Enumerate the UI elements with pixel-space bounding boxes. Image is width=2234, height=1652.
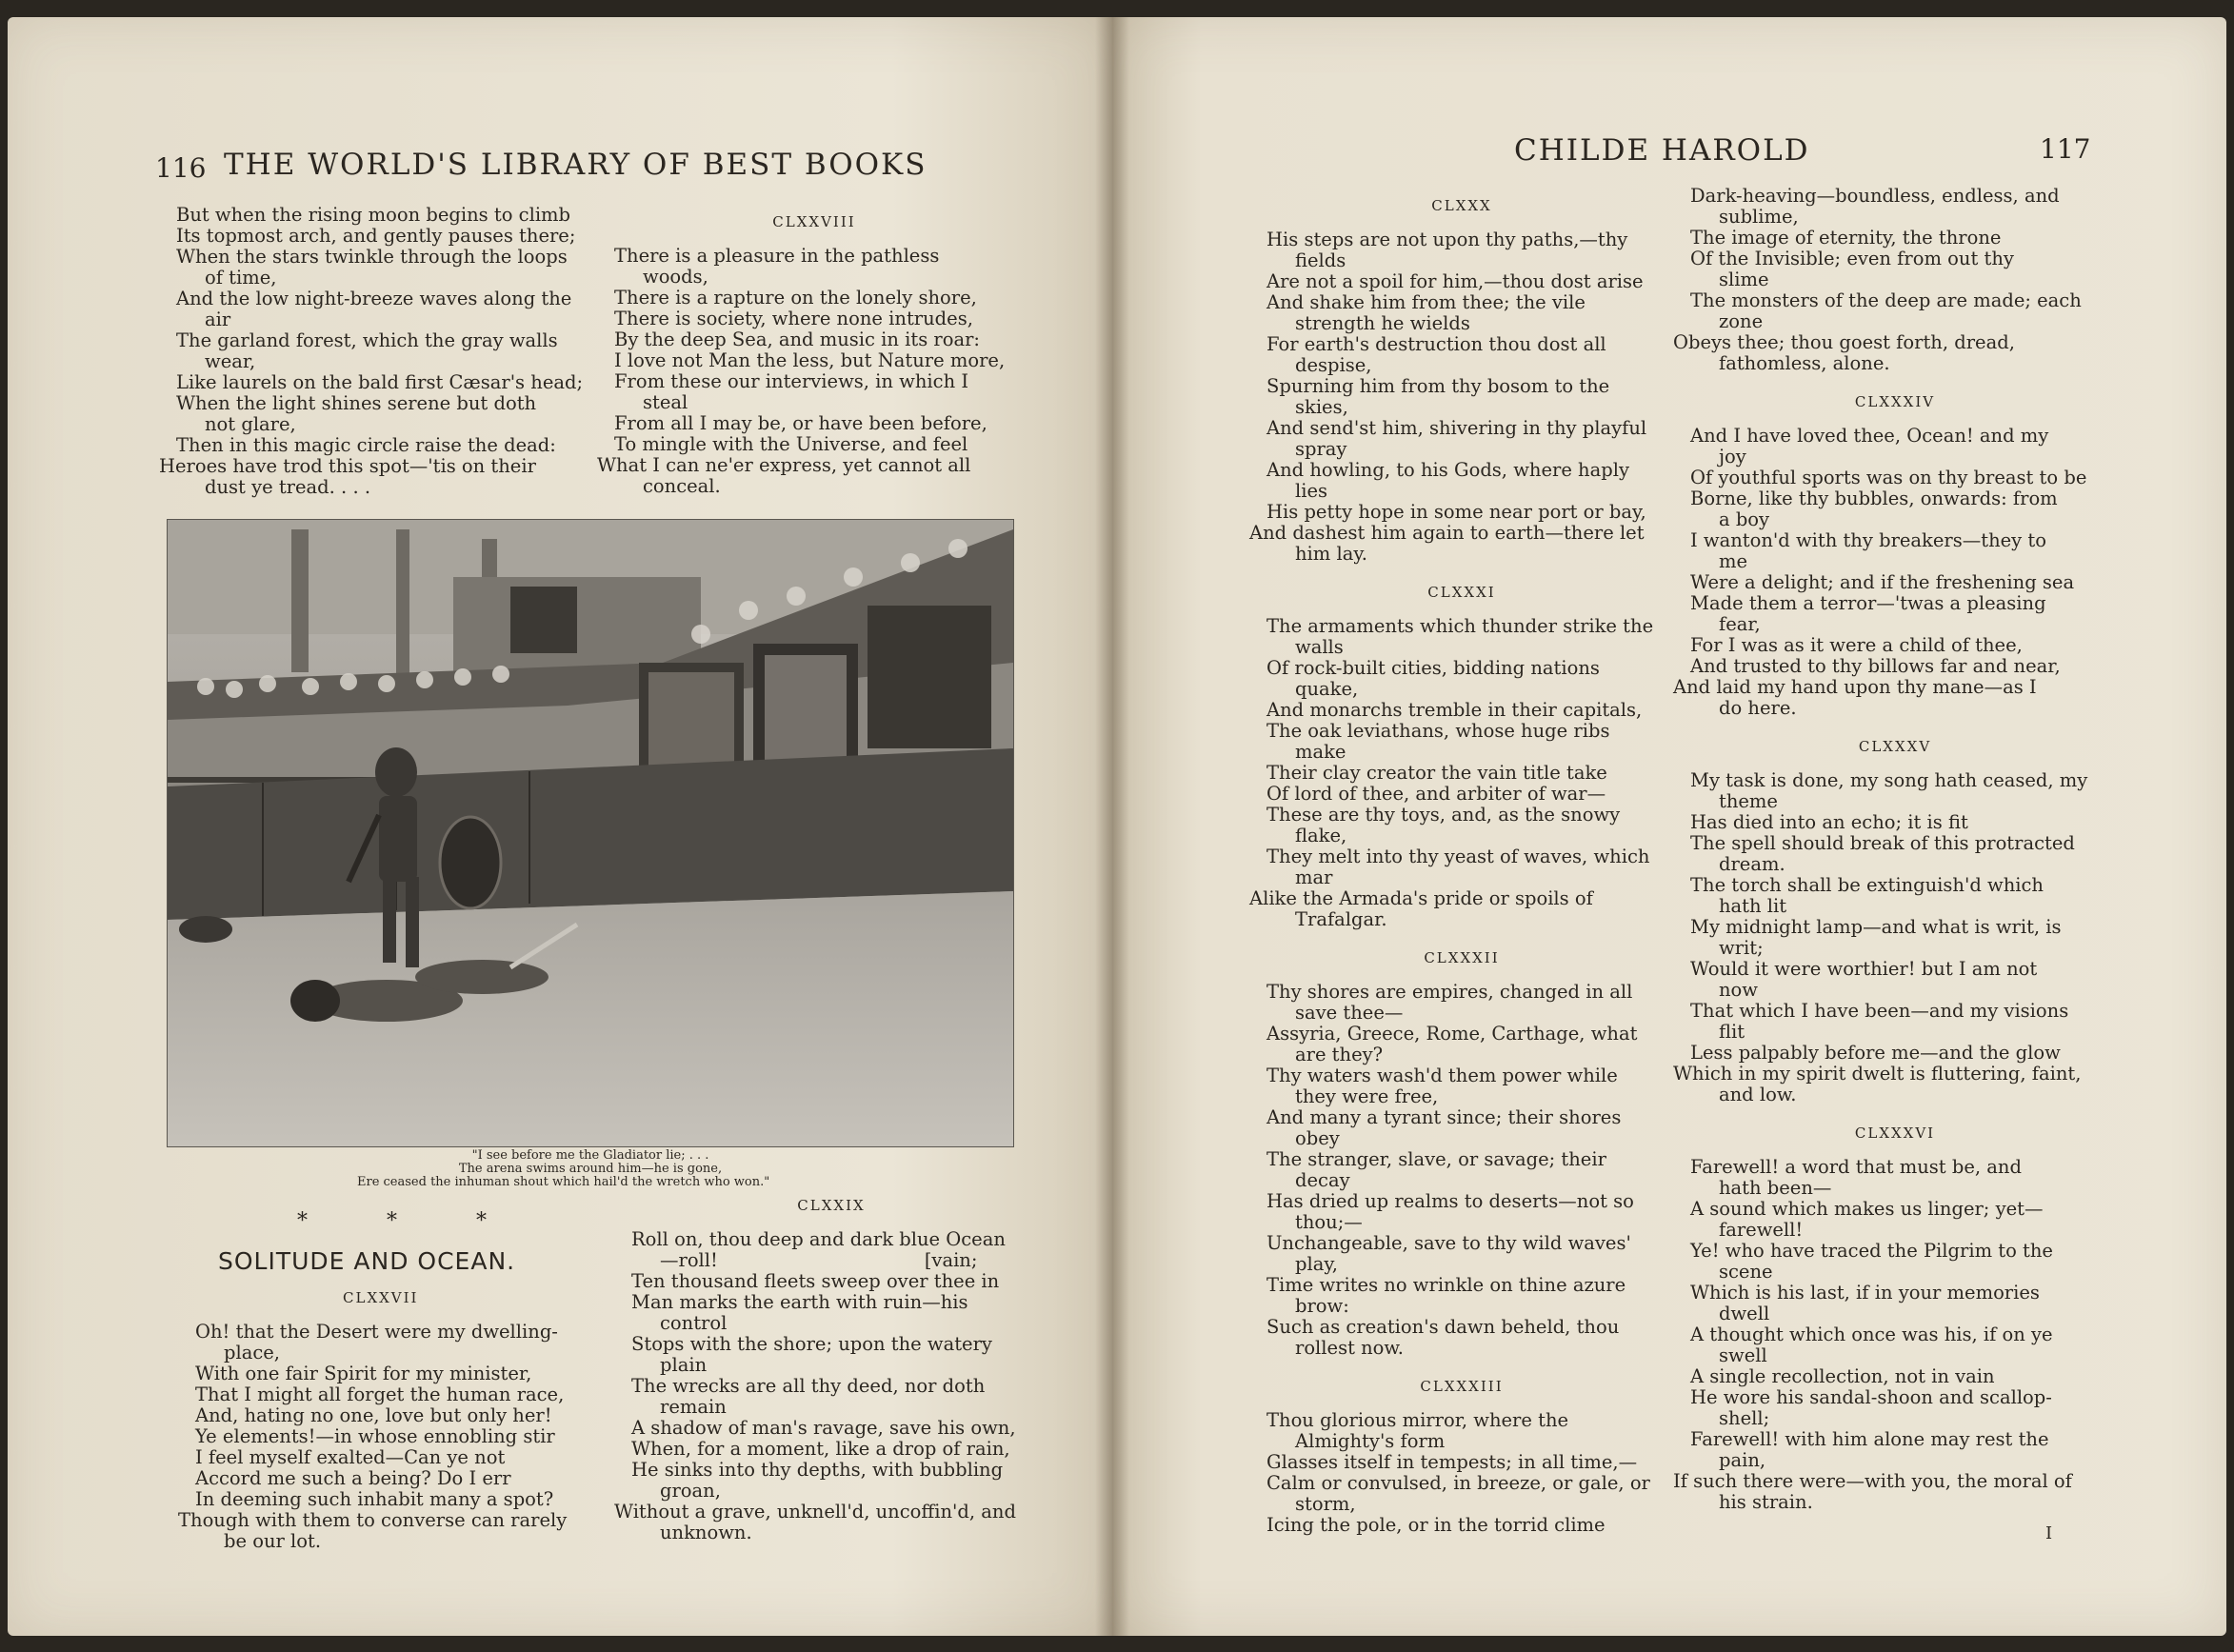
verse-line: I feel myself exalted—Can ye not bbox=[195, 1446, 506, 1468]
verse-line: Without a grave, unknell'd, uncoffin'd, and bbox=[614, 1501, 1016, 1523]
verse-line: He sinks into thy depths, with bubbling bbox=[631, 1459, 1004, 1481]
verse-line: And laid my hand upon thy mane—as I bbox=[1673, 676, 2037, 698]
verse-line: plain bbox=[660, 1354, 708, 1376]
verse-line: And the low night-breeze waves along the bbox=[176, 288, 572, 309]
verse-line: My task is done, my song hath ceased, my bbox=[1690, 769, 2088, 791]
verse-line: That which I have been—and my visions bbox=[1690, 1000, 2069, 1022]
verse-line: pain, bbox=[1719, 1449, 1766, 1471]
verse-line: place, bbox=[224, 1342, 281, 1363]
verse-line: Thou glorious mirror, where the bbox=[1267, 1409, 1569, 1431]
verse-line: sublime, bbox=[1719, 206, 1799, 228]
verse-line: Unchangeable, save to thy wild waves' bbox=[1267, 1232, 1631, 1254]
verse-line: Which is his last, if in your memories bbox=[1690, 1282, 2040, 1304]
verse-line: Are not a spoil for him,—thou dost arise bbox=[1267, 270, 1644, 292]
verse-line: Assyria, Greece, Rome, Carthage, what bbox=[1267, 1023, 1638, 1045]
verse-line: shell; bbox=[1719, 1407, 1770, 1429]
stanza-numeral: CLXXXVI bbox=[1854, 1125, 1936, 1142]
verse-line: There is a pleasure in the pathless bbox=[614, 245, 940, 267]
verse-line: Spurning him from thy bosom to the bbox=[1267, 375, 1610, 397]
verse-line: To mingle with the Universe, and feel bbox=[614, 433, 968, 455]
verse-line: The image of eternity, the throne bbox=[1690, 227, 2002, 249]
verse-line: —roll! [vain; bbox=[660, 1249, 978, 1271]
verse-line: and low. bbox=[1719, 1084, 1797, 1105]
verse-line: And monarchs tremble in their capitals, bbox=[1267, 699, 1643, 721]
verse-line: Trafalgar. bbox=[1295, 908, 1387, 930]
running-head-left: THE WORLD'S LIBRARY OF BEST BOOKS bbox=[224, 148, 928, 182]
verse-line: hath lit bbox=[1719, 895, 1787, 917]
verse-line: And I have loved thee, Ocean! and my bbox=[1690, 425, 2049, 447]
left-top-column-1 bbox=[159, 204, 584, 498]
stanza-numeral: CLXXXII bbox=[1424, 949, 1500, 966]
verse-line: me bbox=[1719, 550, 1748, 572]
verse-line: do here. bbox=[1719, 697, 1797, 719]
verse-line: mar bbox=[1295, 866, 1333, 888]
illustration-caption bbox=[333, 1149, 790, 1189]
verse-line: The oak leviathans, whose huge ribs bbox=[1267, 720, 1610, 742]
verse-line: In deeming such inhabit many a spot? bbox=[195, 1488, 554, 1510]
stanza-numeral: CLXXVIII bbox=[772, 213, 856, 230]
verse-line: Obeys thee; thou goest forth, dread, bbox=[1673, 331, 2015, 353]
verse-line: now bbox=[1719, 979, 1758, 1001]
verse-line: The torch shall be extinguish'd which bbox=[1690, 874, 2044, 896]
verse-line: decay bbox=[1295, 1169, 1350, 1191]
caption-line: "I see before me the Gladiator lie; . . . bbox=[471, 1148, 709, 1163]
verse-line: And many a tyrant since; their shores bbox=[1267, 1106, 1622, 1128]
signature-mark: I bbox=[2045, 1523, 2053, 1543]
verse-line: quake, bbox=[1295, 678, 1359, 700]
verse-line: I wanton'd with thy breakers—they to bbox=[1690, 529, 2046, 551]
stanza-numeral: CLXXXI bbox=[1427, 584, 1496, 601]
verse-line: swell bbox=[1719, 1344, 1767, 1366]
verse-line: despise, bbox=[1295, 354, 1372, 376]
verse-line: his strain. bbox=[1719, 1491, 1813, 1513]
verse-line: rollest now. bbox=[1295, 1337, 1404, 1359]
verse-line: He wore his sandal-shoon and scallop- bbox=[1690, 1386, 2052, 1408]
verse-line: Of youthful sports was on thy breast to be bbox=[1690, 467, 2087, 488]
verse-line: Of rock-built cities, bidding nations bbox=[1267, 657, 1600, 679]
verse-line: Were a delight; and if the freshening sea bbox=[1690, 571, 2075, 593]
verse-line: fathomless, alone. bbox=[1719, 352, 1890, 374]
verse-line: From these our interviews, in which I bbox=[614, 370, 969, 392]
stanza-clxxix bbox=[614, 1195, 1031, 1543]
verse-line: Glasses itself in tempests; in all time,— bbox=[1267, 1451, 1638, 1473]
verse-line: When the stars twinkle through the loops bbox=[176, 246, 568, 268]
verse-line: Farewell! with him alone may rest the bbox=[1690, 1428, 2049, 1450]
verse-line: a boy bbox=[1719, 508, 1770, 530]
verse-line: flake, bbox=[1295, 825, 1347, 846]
verse-line: Such as creation's dawn beheld, thou bbox=[1267, 1316, 1620, 1338]
verse-line: dwell bbox=[1719, 1303, 1770, 1324]
stanza-numeral: CLXXXIV bbox=[1854, 393, 1936, 410]
verse-line: Like laurels on the bald first Cæsar's head; bbox=[176, 371, 584, 393]
verse-line: And send'st him, shivering in thy playful bbox=[1267, 417, 1647, 439]
stanza-numeral: CLXXXIII bbox=[1420, 1378, 1504, 1395]
verse-line: Thy waters wash'd them power while bbox=[1267, 1065, 1618, 1086]
verse-line: him lay. bbox=[1295, 543, 1367, 565]
verse-line: Accord me such a being? Do I err bbox=[195, 1467, 511, 1489]
verse-line: The armaments which thunder strike the bbox=[1267, 615, 1654, 637]
verse-line: thou;— bbox=[1295, 1211, 1363, 1233]
stanza-clxxviii bbox=[597, 211, 1014, 497]
verse-line: Stops with the shore; upon the watery bbox=[631, 1333, 992, 1355]
verse-line: Would it were worthier! but I am not bbox=[1690, 958, 2038, 980]
verse-line: conceal. bbox=[643, 475, 721, 497]
verse-line: Of the Invisible; even from out thy bbox=[1690, 248, 2014, 269]
verse-line: Alike the Armada's pride or spoils of bbox=[1249, 887, 1593, 909]
stanza-numeral: CLXXIX bbox=[797, 1197, 866, 1214]
verse-line: When, for a moment, like a drop of rain, bbox=[631, 1438, 1010, 1460]
stanza-numeral: CLXXX bbox=[1431, 197, 1492, 214]
verse-line: Farewell! a word that must be, and bbox=[1690, 1156, 2022, 1178]
verse-line: With one fair Spirit for my minister, bbox=[195, 1363, 532, 1384]
verse-line: And shake him from thee; the vile bbox=[1267, 291, 1586, 313]
verse-line: I love not Man the less, but Nature more, bbox=[614, 349, 1006, 371]
verse-line: They melt into thy yeast of waves, which bbox=[1267, 846, 1650, 867]
verse-line: Almighty's form bbox=[1295, 1430, 1446, 1452]
verse-line: flit bbox=[1719, 1021, 1745, 1043]
verse-line: groan, bbox=[660, 1480, 721, 1502]
verse-line: The stranger, slave, or savage; their bbox=[1267, 1148, 1606, 1170]
caption-line: Ere ceased the inhuman shout which hail'd the wretch who won." bbox=[357, 1175, 770, 1189]
verse-line: A shadow of man's ravage, save his own, bbox=[631, 1417, 1016, 1439]
verse-line: And trusted to thy billows far and near, bbox=[1690, 655, 2061, 677]
verse-line: Less palpably before me—and the glow bbox=[1690, 1042, 2061, 1064]
page-number-left: 116 bbox=[155, 152, 207, 184]
verse-line: Calm or convulsed, in breeze, or gale, or bbox=[1267, 1472, 1650, 1494]
verse-line: joy bbox=[1719, 446, 1746, 468]
verse-line: Dark-heaving—boundless, endless, and bbox=[1690, 185, 2060, 207]
verse-line: of time, bbox=[205, 267, 277, 289]
verse-line: His steps are not upon thy paths,—thy bbox=[1267, 229, 1628, 250]
verse-line: His petty hope in some near port or bay, bbox=[1267, 501, 1646, 523]
running-head-right: CHILDE HAROLD bbox=[1514, 133, 1810, 168]
verse-line: play, bbox=[1295, 1253, 1338, 1275]
verse-line: brow: bbox=[1295, 1295, 1349, 1317]
verse-line: By the deep Sea, and music in its roar: bbox=[614, 328, 980, 350]
verse-line: zone bbox=[1719, 310, 1764, 332]
verse-line: be our lot. bbox=[224, 1530, 322, 1552]
verse-line: farewell! bbox=[1719, 1219, 1804, 1241]
verse-line: steal bbox=[643, 391, 688, 413]
right-column-2 bbox=[1673, 185, 2100, 1513]
verse-line: A single recollection, not in vain bbox=[1690, 1365, 1995, 1387]
verse-line: Which in my spirit dwelt is fluttering, faint, bbox=[1673, 1063, 2082, 1085]
verse-line: writ; bbox=[1719, 937, 1764, 959]
verse-line: The spell should break of this protracted bbox=[1690, 832, 2075, 854]
verse-line: From all I may be, or have been before, bbox=[614, 412, 987, 434]
verse-line: fields bbox=[1295, 249, 1346, 271]
verse-line: spray bbox=[1295, 438, 1347, 460]
verse-line: The monsters of the deep are made; each bbox=[1690, 289, 2082, 311]
verse-line: Its topmost arch, and gently pauses there; bbox=[176, 225, 576, 247]
verse-line: That I might all forget the human race, bbox=[195, 1383, 565, 1405]
verse-line: Man marks the earth with ruin—his bbox=[631, 1291, 968, 1313]
section-stars: * * * bbox=[297, 1209, 523, 1233]
verse-line: The wrecks are all thy deed, nor doth bbox=[631, 1375, 986, 1397]
verse-line: Heroes have trod this spot—'tis on their bbox=[159, 455, 536, 477]
verse-line: storm, bbox=[1295, 1493, 1356, 1515]
verse-line: The garland forest, which the gray walls bbox=[176, 329, 558, 351]
verse-line: control bbox=[660, 1312, 728, 1334]
verse-line: But when the rising moon begins to climb bbox=[176, 204, 571, 226]
verse-line: dream. bbox=[1719, 853, 1785, 875]
arena-scene-image bbox=[168, 520, 1013, 1146]
verse-line: My midnight lamp—and what is writ, is bbox=[1690, 916, 2062, 938]
verse-line: And howling, to his Gods, where haply bbox=[1267, 459, 1629, 481]
verse-line: scene bbox=[1719, 1261, 1773, 1283]
verse-line: When the light shines serene but doth bbox=[176, 392, 537, 414]
verse-line: These are thy toys, and, as the snowy bbox=[1267, 804, 1621, 826]
verse-line: slime bbox=[1719, 269, 1769, 290]
verse-line: If such there were—with you, the moral of bbox=[1673, 1470, 2072, 1492]
verse-line: dust ye tread. . . . bbox=[205, 476, 371, 498]
section-title: SOLITUDE AND OCEAN. bbox=[218, 1247, 516, 1275]
verse-line: make bbox=[1295, 741, 1346, 763]
verse-line: walls bbox=[1295, 636, 1344, 658]
verse-line: remain bbox=[660, 1396, 727, 1418]
verse-line: Has died into an echo; it is fit bbox=[1690, 811, 1968, 833]
verse-line: air bbox=[205, 309, 231, 330]
verse-line: strength he wields bbox=[1295, 312, 1470, 334]
verse-line: wear, bbox=[205, 350, 256, 372]
verse-line: are they? bbox=[1295, 1044, 1384, 1065]
verse-line: they were free, bbox=[1295, 1085, 1439, 1107]
page-number-right: 117 bbox=[2040, 133, 2091, 165]
verse-line: A thought which once was his, if on ye bbox=[1690, 1324, 2053, 1345]
stanza-clxxvii bbox=[178, 1287, 595, 1552]
verse-line: save thee— bbox=[1295, 1002, 1404, 1024]
book-gutter bbox=[1095, 17, 1129, 1636]
verse-line: skies, bbox=[1295, 396, 1348, 418]
verse-line: For I was as it were a child of thee, bbox=[1690, 634, 2023, 656]
verse-line: obey bbox=[1295, 1127, 1340, 1149]
right-column-1 bbox=[1249, 195, 1657, 1536]
verse-line: not glare, bbox=[205, 413, 296, 435]
stanza-numeral: CLXXXV bbox=[1858, 738, 1932, 755]
verse-line: woods, bbox=[643, 266, 708, 288]
verse-line: Ye! who have traced the Pilgrim to the bbox=[1690, 1240, 2053, 1262]
verse-line: What I can ne'er express, yet cannot all bbox=[597, 454, 971, 476]
verse-line: Of lord of thee, and arbiter of war— bbox=[1267, 783, 1606, 805]
verse-line: Has dried up realms to deserts—not so bbox=[1267, 1190, 1634, 1212]
verse-line: unknown. bbox=[660, 1522, 752, 1543]
verse-line: lies bbox=[1295, 480, 1328, 502]
verse-line: And, hating no one, love but only her! bbox=[195, 1404, 552, 1426]
stanza-numeral: CLXXVII bbox=[343, 1289, 419, 1306]
verse-line: Ten thousand fleets sweep over thee in bbox=[631, 1270, 1000, 1292]
verse-line: There is society, where none intrudes, bbox=[614, 308, 973, 329]
verse-line: fear, bbox=[1719, 613, 1761, 635]
verse-line: And dashest him again to earth—there let bbox=[1249, 522, 1645, 544]
verse-line: Then in this magic circle raise the dead: bbox=[176, 434, 556, 456]
verse-line: Borne, like thy bubbles, onwards: from bbox=[1690, 488, 2058, 509]
verse-line: Oh! that the Desert were my dwelling- bbox=[195, 1321, 558, 1343]
verse-line: Time writes no wrinkle on thine azure bbox=[1267, 1274, 1626, 1296]
verse-line: Their clay creator the vain title take bbox=[1267, 762, 1607, 784]
gladiator-illustration bbox=[167, 519, 1014, 1147]
verse-line: Icing the pole, or in the torrid clime bbox=[1267, 1514, 1606, 1536]
verse-line: hath been— bbox=[1719, 1177, 1832, 1199]
caption-line: The arena swims around him—he is gone, bbox=[458, 1162, 723, 1176]
verse-line: Ye elements!—in whose ennobling stir bbox=[195, 1425, 555, 1447]
verse-line: For earth's destruction thou dost all bbox=[1267, 333, 1606, 355]
verse-line: A sound which makes us linger; yet— bbox=[1690, 1198, 2044, 1220]
verse-line: Thy shores are empires, changed in all bbox=[1267, 981, 1633, 1003]
verse-line: Though with them to converse can rarely bbox=[178, 1509, 568, 1531]
verse-line: Roll on, thou deep and dark blue Ocean bbox=[631, 1228, 1006, 1250]
verse-line: Made them a terror—'twas a pleasing bbox=[1690, 592, 2046, 614]
verse-line: There is a rapture on the lonely shore, bbox=[614, 287, 977, 309]
verse-line: theme bbox=[1719, 790, 1778, 812]
